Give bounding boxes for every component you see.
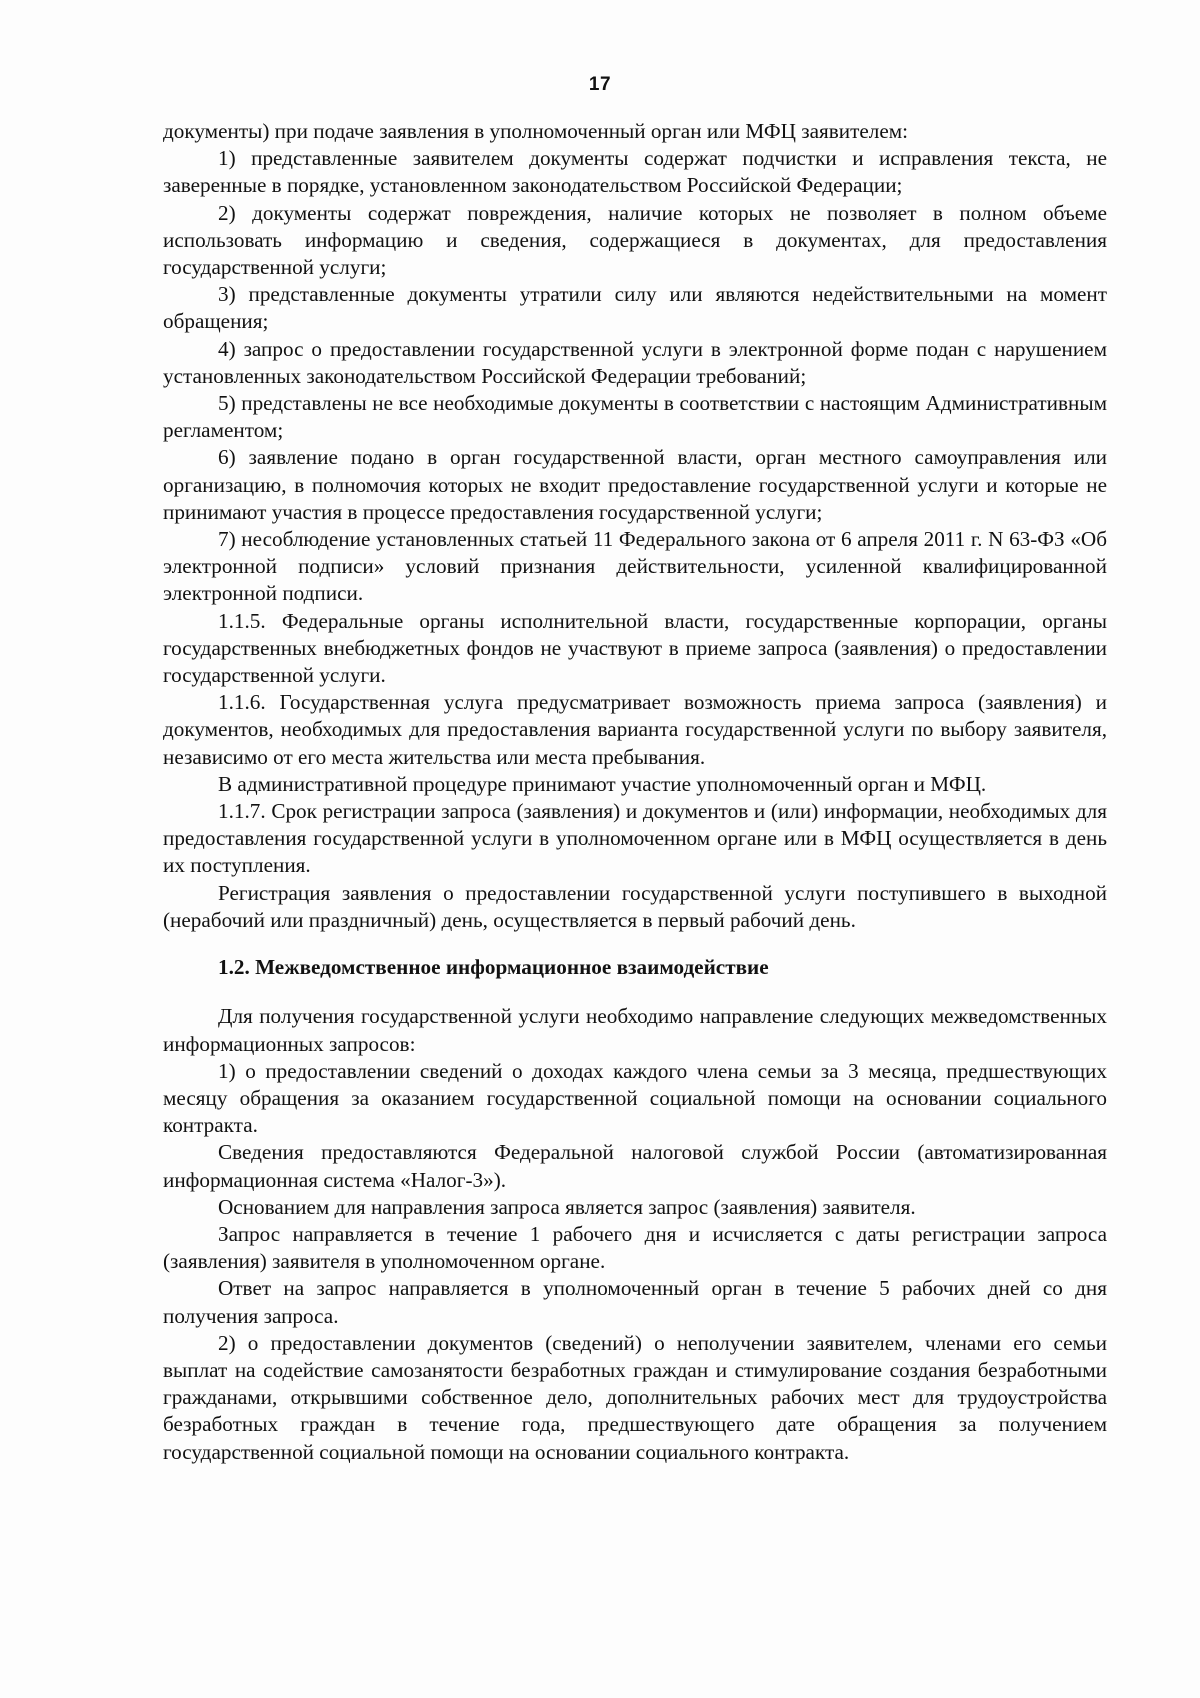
paragraph: Сведения предоставляются Федеральной налоговой службой России (автоматизированная информационная система «Налог-3»). xyxy=(163,1140,1107,1192)
section-heading: 1.2. Межведомственное информационное взаимодействие xyxy=(218,955,769,980)
paragraph: Запрос направляется в течение 1 рабочего дня и исчисляется с даты регистрации запроса (заявления) заявителя в уполномоченном органе. xyxy=(163,1221,1107,1274)
list-item: 4) запрос о предоставлении государственной услуги в электронной форме подан с нарушением установленных законодательством Российской Федерации требований; xyxy=(163,336,1107,388)
list-item: 6) заявление подано в орган государственной власти, орган местного самоуправления или организацию, в полномочия которых не входит предоставление государственной услуги и которые не принимают участия в процессе предоставления государственной услуги; xyxy=(163,445,1107,524)
list-item: 3) представленные документы утратили силу или являются недействительными на момент обращения; xyxy=(163,282,1107,334)
list-item: 7) несоблюдение установленных статьей 11 Федерального закона от 6 апреля 2011 г. N 63-ФЗ «Об электронной подписи» условий признания действительности, усиленной квалифицированной электронной подписи. xyxy=(163,527,1107,606)
paragraph: Для получения государственной услуги необходимо направление следующих межведомственных информационных запросов: xyxy=(163,1004,1107,1056)
page-number: 17 xyxy=(588,74,612,95)
list-item: 2) документы содержат повреждения, наличие которых не позволяет в полном объеме использовать информацию и сведения, содержащиеся в документах, для предоставления государственной услуги; xyxy=(163,200,1107,280)
paragraph: Регистрация заявления о предоставлении государственной услуги поступившего в выходной (нерабочий или праздничный) день, осуществляется в первый рабочий день. xyxy=(163,880,1107,932)
clause-paragraph: 1.1.7. Срок регистрации запроса (заявления) и документов и (или) информации, необходимых для предоставления государственной услуги в уполномоченном органе или в МФЦ осуществляется в день их поступления. xyxy=(163,799,1107,878)
paragraph: Ответ на запрос направляется в уполномоченный орган в течение 5 рабочих дней со дня получения запроса. xyxy=(163,1276,1107,1328)
list-item: 2) о предоставлении документов (сведений) о неполучении заявителем, членами его семьи выплат на содействие самозанятости безработных граждан и стимулирование создания безработными гражданами, открывшими собственное дело, дополнительных рабочих мест для трудоустройства безработных граждан в течение года, предшествующего дате обращения за получением государственной социальной помощи на основании социального контракта. xyxy=(163,1330,1107,1464)
list-item: 1) представленные заявителем документы содержат подчистки и исправления текста, не заверенные в порядке, установленном законодательством Российской Федерации; xyxy=(163,146,1107,198)
paragraph: документы) при подаче заявления в уполномоченный орган или МФЦ заявителем: xyxy=(163,119,909,143)
paragraph: Основанием для направления запроса является запрос (заявления) заявителя. xyxy=(218,1194,916,1219)
clause-paragraph: 1.1.6. Государственная услуга предусматривает возможность приема запроса (заявления) и документов, необходимых для предоставления варианта государственной услуги по выбору заявителя, независимо от его места жительства или места пребывания. xyxy=(163,690,1107,769)
document-body xyxy=(163,118,1107,1466)
list-item: 5) представлены не все необходимые документы в соответствии с настоящим Административным регламентом; xyxy=(163,391,1107,443)
paragraph: В административной процедуре принимают участие уполномоченный орган и МФЦ. xyxy=(218,771,987,796)
clause-paragraph: 1.1.5. Федеральные органы исполнительной власти, государственные корпорации, органы государственных внебюджетных фондов не участвуют в приеме запроса (заявления) о предоставлении государственной услуги. xyxy=(163,608,1107,688)
list-item: 1) о предоставлении сведений о доходах каждого члена семьи за 3 месяца, предшествующих месяцу обращения за оказанием государственной социальной помощи на основании социального контракта. xyxy=(163,1058,1107,1138)
